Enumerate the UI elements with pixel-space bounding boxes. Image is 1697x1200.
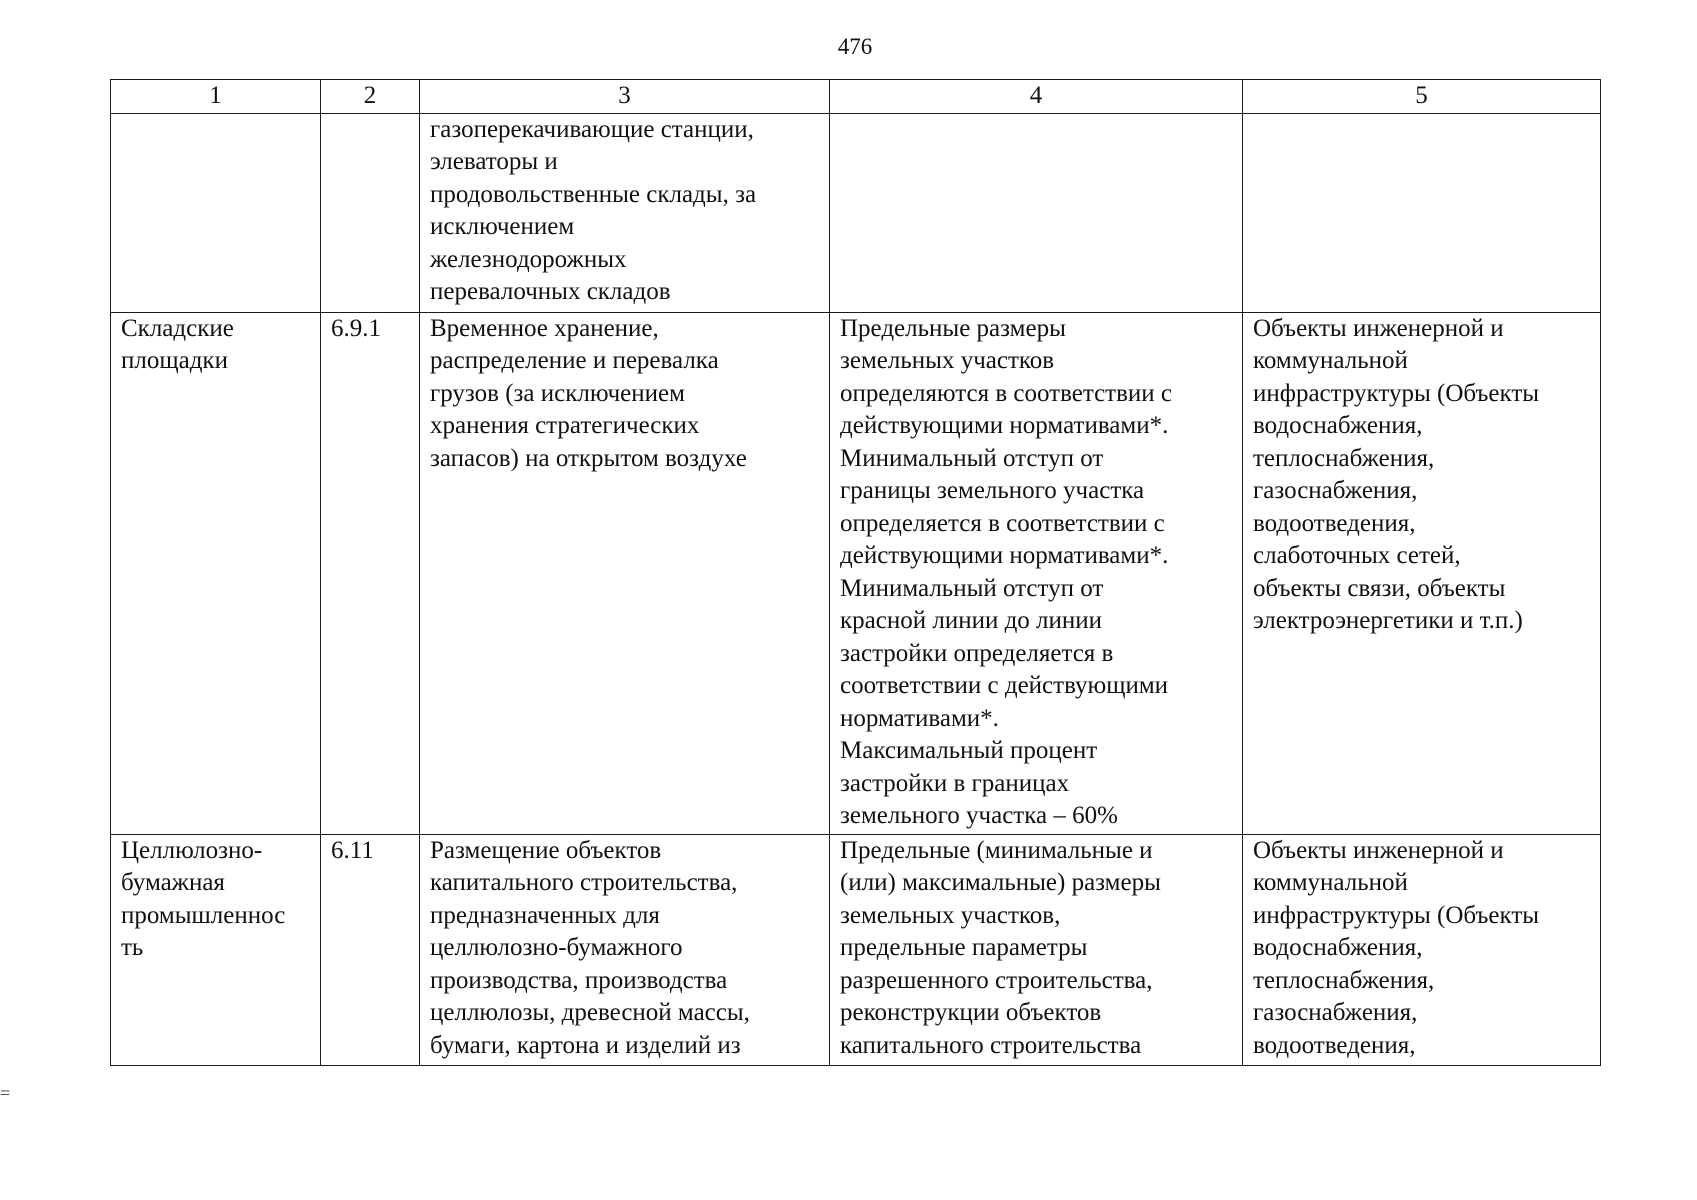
table-row: [111, 834, 1601, 1065]
limit-parameters-cell: [830, 113, 1243, 312]
margin-mark: =: [0, 1083, 11, 1103]
land-use-table: [110, 79, 1601, 1066]
land-use-code-cell: 6.9.1: [321, 312, 420, 834]
land-use-code-cell: 6.11: [321, 834, 420, 1065]
auxiliary-uses-cell: [1243, 113, 1601, 312]
table-row: [111, 312, 1601, 834]
auxiliary-uses-cell: Объекты инженерной и коммунальной инфраструктуры (Объекты водоснабжения, теплоснабжения, газоснабжения, водоотведения, слаботочных сетей, объекты связи, объекты электроэнергетики и т.п.): [1243, 312, 1601, 834]
limit-parameters-cell: Предельные размеры земельных участков определяются в соответствии с действующими нормативами*. Минимальный отступ от границы земельного участка определяется в соответствии с действующими нормативами*. Минимальный отступ от красной линии до линии застройки определяется в соответствии с действующими нормативами*. Максимальный процент застройки в границах земельного участка – 60%: [830, 312, 1243, 834]
auxiliary-uses-cell: Объекты инженерной и коммунальной инфраструктуры (Объекты водоснабжения, теплоснабжения, газоснабжения, водоотведения,: [1243, 834, 1601, 1065]
land-use-description-cell: Временное хранение, распределение и перевалка грузов (за исключением хранения стратегических запасов) на открытом воздухе: [420, 312, 830, 834]
land-use-name-cell: [111, 113, 321, 312]
land-use-description-cell: Размещение объектов капитального строительства, предназначенных для целлюлозно-бумажного производства, производства целлюлозы, древесной массы, бумаги, картона и изделий из: [420, 834, 830, 1065]
page-number: 476: [837, 34, 873, 59]
land-use-name-cell: Целлюлозно- бумажная промышленнос ть: [111, 834, 321, 1065]
column-header-1: 1: [111, 80, 321, 114]
land-use-name-cell: Складские площадки: [111, 312, 321, 834]
column-header-2: 2: [321, 80, 420, 114]
land-use-code-cell: [321, 113, 420, 312]
column-header-5: 5: [1243, 80, 1601, 114]
column-header-4: 4: [830, 80, 1243, 114]
table-row: [111, 113, 1601, 312]
limit-parameters-cell: Предельные (минимальные и (или) максимальные) размеры земельных участков, предельные параметры разрешенного строительства, реконструкции объектов капитального строительства: [830, 834, 1243, 1065]
column-header-3: 3: [420, 80, 830, 114]
land-use-description-cell: газоперекачивающие станции, элеваторы и продовольственные склады, за исключением железнодорожных перевалочных складов: [420, 113, 830, 312]
table-header-row: [111, 80, 1601, 114]
